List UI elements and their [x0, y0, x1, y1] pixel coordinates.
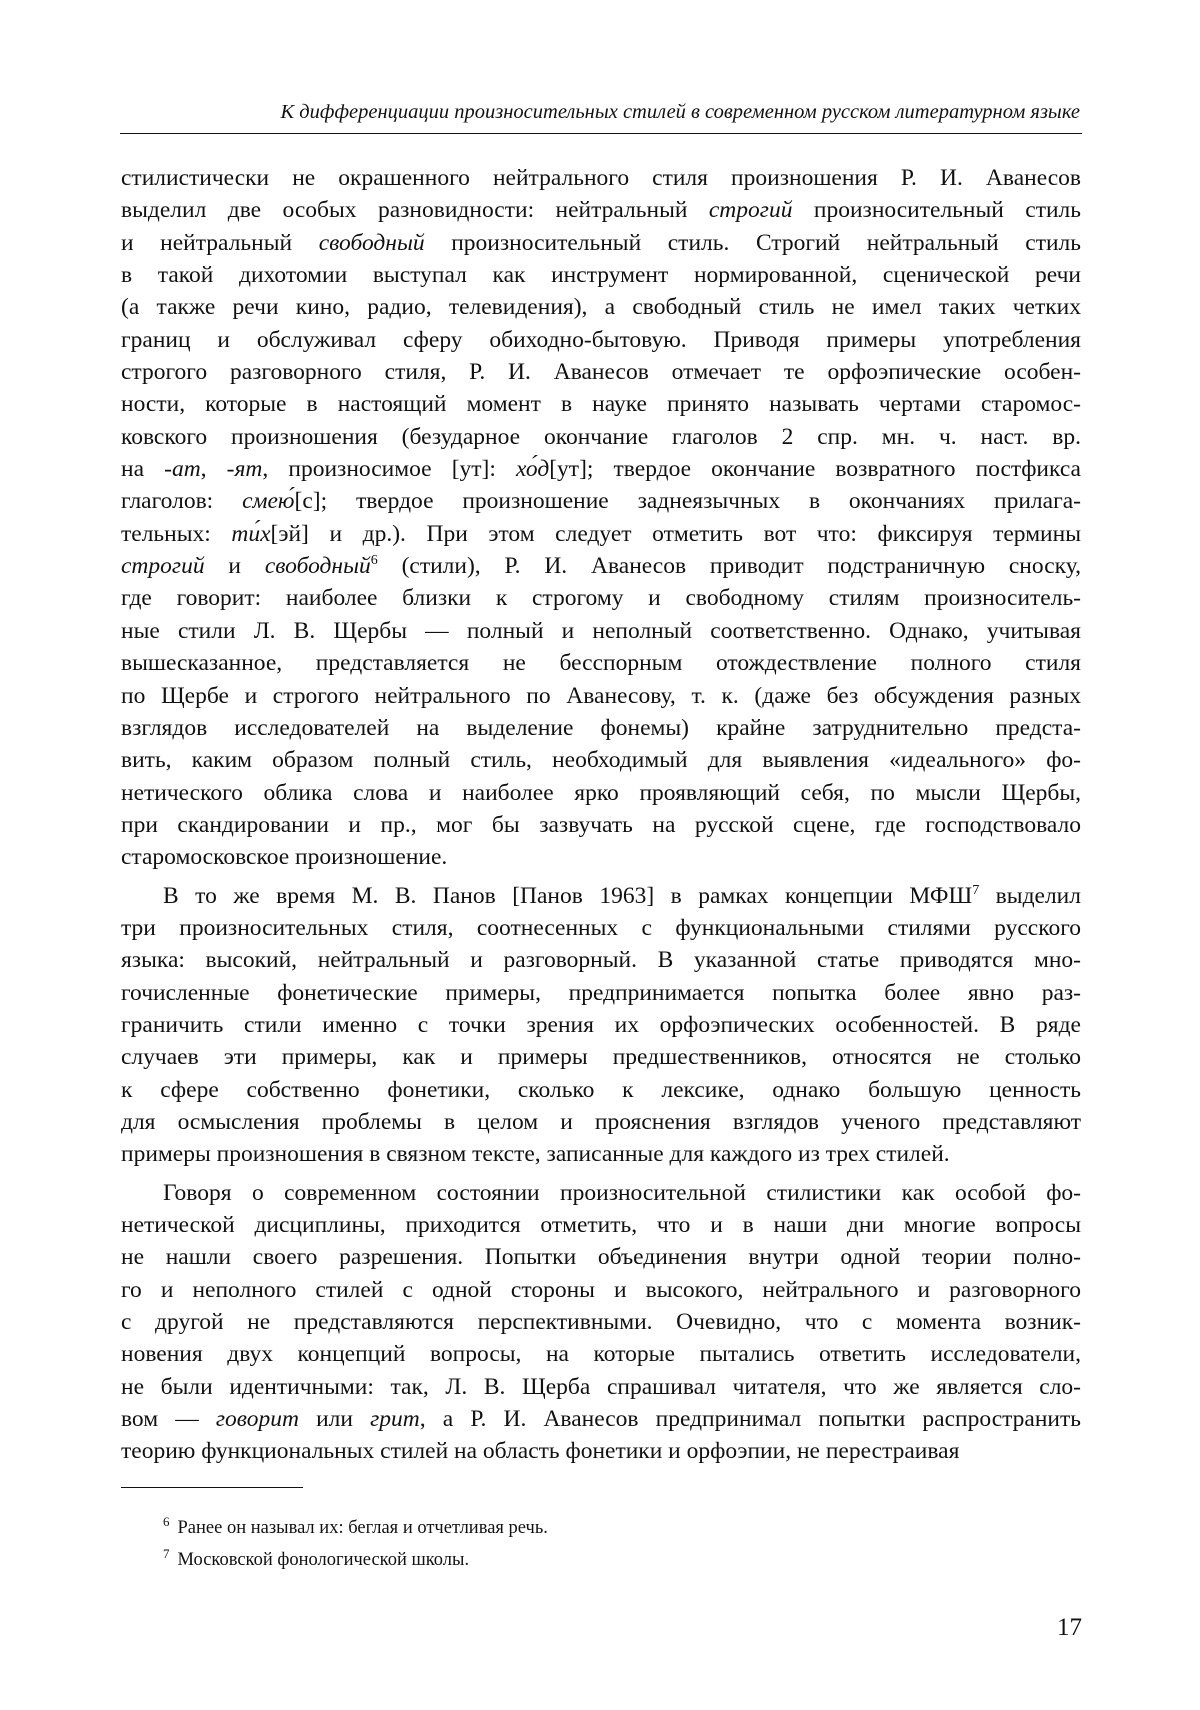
- text-line: ности, которые в настоящий момент в науке принято называть чертами старомос-: [121, 391, 1081, 418]
- text-line: В то же время М. В. Панов [Панов 1963] в рамках концепции МФШ$^7$ выделил: [163, 882, 1081, 909]
- text-line: три произносительных стиля, соотнесенных с функциональными стилями русского: [121, 914, 1081, 941]
- text-line: в такой дихотомии выступал как инструмент нормированной, сценической речи: [121, 262, 1081, 289]
- text-line: глаголов: смею́[с]; твердое произношение заднеязычных в окончаниях прилага-: [121, 488, 1081, 515]
- footnote-rule: [121, 1487, 303, 1488]
- text-line: строгий и свободный$^6$ (стили), Р. И. Аванесов приводит подстраничную сноску,: [121, 553, 1082, 580]
- text-line: го и неполного стилей с одной стороны и высокого, нейтрального и разговорного: [121, 1276, 1081, 1303]
- text-line: не были идентичными: так, Л. В. Щерба спрашивал читателя, что же является сло-: [121, 1373, 1081, 1400]
- paragraph: [121, 162, 1081, 874]
- footnote-text: Ранее он называл их: беглая и отчетливая речь.: [177, 1518, 548, 1538]
- text-line: нетической дисциплины, приходится отметить, что и в наши дни многие вопросы: [121, 1212, 1081, 1238]
- text-line: новения двух концепций вопросы, на которые пытались ответить исследователи,: [121, 1341, 1081, 1368]
- text-line: вом — говорит или грит, а Р. И. Аванесов предпринимал попытки распространить: [121, 1406, 1081, 1433]
- text-line: старомосковское произношение.: [121, 844, 448, 871]
- text-line: ные стили Л. В. Щербы — полный и неполный соответственно. Однако, учитывая: [121, 617, 1081, 644]
- footnote: [121, 1544, 1081, 1576]
- text-line: строгого разговорного стиля, Р. И. Аванесов отмечает те орфоэпические особен-: [121, 359, 1081, 386]
- footnote: [121, 1512, 1081, 1544]
- text-line: случаев эти примеры, как и примеры предшественников, относятся не столько: [121, 1044, 1081, 1071]
- text-line: на -ат, -ят, произносимое [ут]: хо́д[ут]; твердое окончание возвратного постфикса: [121, 456, 1081, 483]
- text-line: при скандировании и пр., мог бы зазвучать на русской сцене, где господствовало: [121, 811, 1081, 838]
- body-text: [121, 162, 1081, 1468]
- paragraph: [121, 880, 1081, 1171]
- text-line: ковского произношения (безударное окончание глаголов 2 спр. мн. ч. наст. вр.: [121, 423, 1081, 450]
- text-line: (а также речи кино, радио, телевидения), а свободный стиль не имел таких четких: [121, 294, 1081, 321]
- text-line: гочисленные фонетические примеры, предпринимается попытка более явно раз-: [121, 979, 1081, 1006]
- text-line: нетического облика слова и наиболее ярко проявляющий себя, по мысли Щербы,: [121, 779, 1081, 806]
- text-line: вить, каким образом полный стиль, необходимый для выявления «идеального» фо-: [121, 747, 1081, 774]
- text-line: для осмысления проблемы в целом и прояснения взглядов ученого представляют: [121, 1108, 1081, 1135]
- header-rule: [120, 133, 1082, 134]
- text-line: языка: высокий, нейтральный и разговорный. В указанной статье приводятся мно-: [121, 947, 1081, 974]
- text-line: и нейтральный свободный произносительный стиль. Строгий нейтральный стиль: [121, 229, 1081, 256]
- paragraph: [121, 1177, 1081, 1468]
- footnote-mark: 6: [163, 1514, 170, 1529]
- text-line: где говорит: наиболее близки к строгому и свободному стилям произноситель-: [121, 585, 1081, 612]
- footnote-mark: 7: [163, 1546, 170, 1561]
- text-line: тельных: ти́х[эй] и др.). При этом следует отметить вот что: фиксируя термины: [121, 520, 1082, 547]
- text-line: границ и обслуживал сферу обиходно-бытовую. Приводя примеры употребления: [121, 326, 1081, 353]
- text-line: взглядов исследователей на выделение фонемы) крайне затруднительно предста-: [121, 714, 1081, 741]
- text-line: стилистически не окрашенного нейтрального стиля произношения Р. И. Аванесов: [121, 165, 1081, 191]
- text-line: теорию функциональных стилей на область фонетики и орфоэпии, не перестраивая: [121, 1438, 960, 1465]
- text-line: выделил две особых разновидности: нейтральный строгий произносительный стиль: [121, 197, 1081, 224]
- text-line: с другой не представляются перспективными. Очевидно, что с момента возник-: [121, 1309, 1081, 1336]
- running-head: К дифференциации произносительных стилей в современном русском литературном языке: [280, 101, 1080, 123]
- text-line: Говоря о современном состоянии произносительной стилистики как особой фо-: [163, 1179, 1081, 1206]
- text-line: к сфере собственно фонетики, сколько к лексике, однако большую ценность: [121, 1076, 1081, 1103]
- footnote-text: Московской фонологической школы.: [177, 1550, 470, 1570]
- text-line: вышесказанное, представляется не бесспорным отождествление полного стиля: [121, 650, 1081, 677]
- text-line: граничить стили именно с точки зрения их орфоэпических особенностей. В ряде: [121, 1011, 1081, 1038]
- text-line: не нашли своего разрешения. Попытки объединения внутри одной теории полно-: [121, 1244, 1081, 1271]
- footnotes: [121, 1512, 1081, 1576]
- text-line: примеры произношения в связном тексте, записанные для каждого из трех стилей.: [121, 1141, 950, 1168]
- text-line: по Щербе и строгого нейтрального по Аванесову, т. к. (даже без обсуждения разных: [121, 682, 1081, 709]
- page-number: 17: [1057, 1614, 1082, 1641]
